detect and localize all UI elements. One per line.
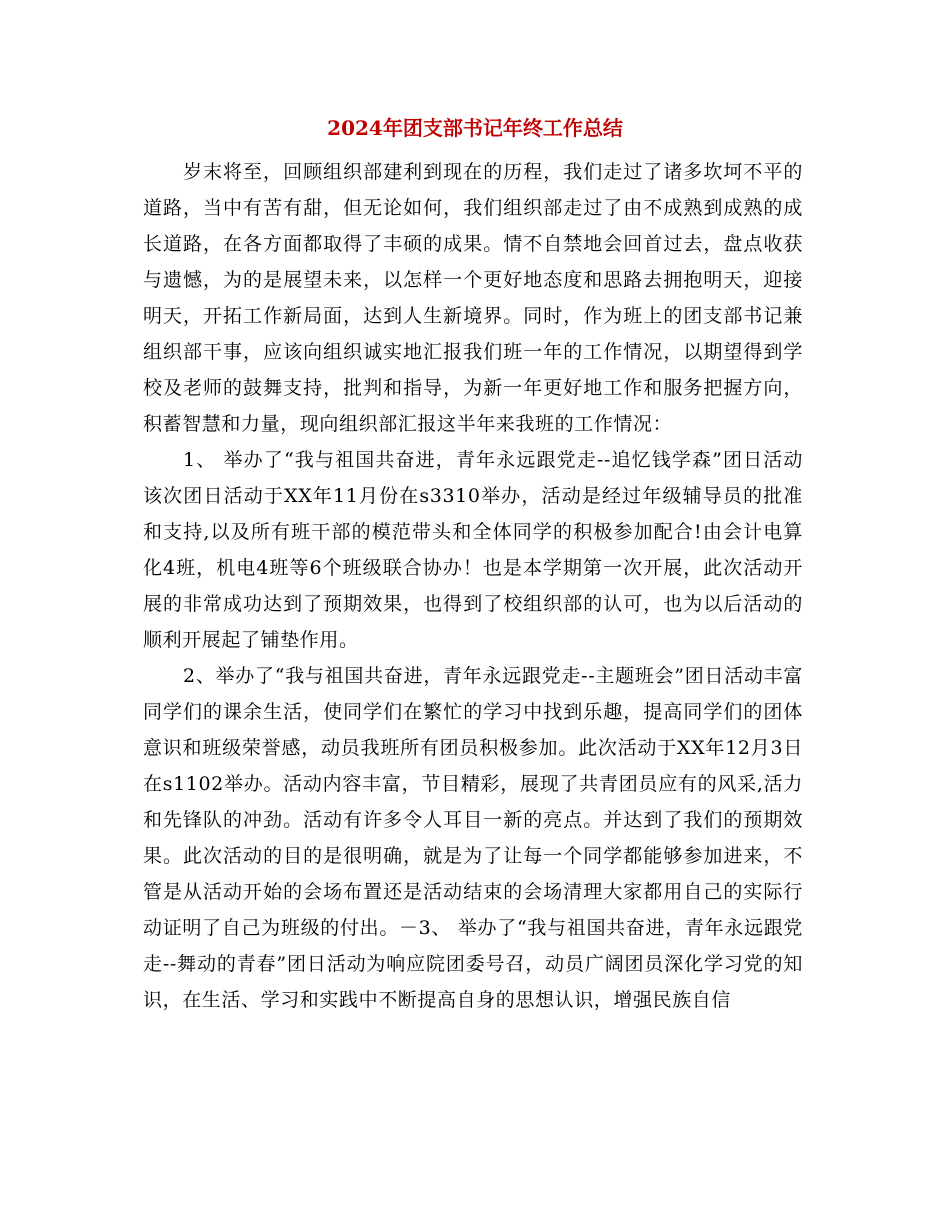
paragraph-intro: 岁末将至，回顾组织部建利到现在的历程，我们走过了诸多坎坷不平的道路，当中有苦有甜，但无论如何，我们组织部走过了由不成熟到成熟的成长道路，在各方面都取得了丰硕的成果。情不自禁地会回首过去，盘点收获与遗憾，为的是展望未来，以怎样一个更好地态度和思路去拥抱明天，迎接明天，开拓工作新局面，达到人生新境界。同时，作为班上的团支部书记兼组织部干事，应该向组织诚实地汇报我们班一年的工作情况，以期望得到学校及老师的鼓舞支持，批判和指导，为新一年更好地工作和服务把握方向，积蓄智慧和力量，现向组织部汇报这半年来我班的工作情况： — [143, 161, 803, 435]
document-title: 2024年团支部书记年终工作总结 — [327, 116, 623, 140]
paragraph-item-2: 2、举办了“我与祖国共奋进，青年永远跟党走--主题班会”团日活动丰富同学们的课余生活，使同学们在繁忙的学习中找到乐趣，提高同学们的团体意识和班级荣誉感，动员我班所有团员积极参加。此次活动于XX年12月3日在s1102举办。活动内容丰富，节目精彩，展现了共青团员应有的风采,活力和先锋队的冲劲。活动有许多令人耳目一新的亮点。并达到了我们的预期效果。此次活动的目的是很明确，就是为了让每一个同学都能够参加进来，不管是从活动开始的会场布置还是活动结束的会场清理大家都用自己的实际行动证明了自己为班级的付出。－3、 举办了“我与祖国共奋进，青年永远跟党走--舞动的青春”团日活动为响应院团委号召，动员广阔团员深化学习党的知识，在生活、学习和实践中不断提高自身的思想认识，增强民族自信 — [143, 665, 803, 1011]
paragraph-item-1: 1、 举办了“我与祖国共奋进，青年永远跟党走--追忆钱学森”团日活动该次团日活动于XX年11月份在s3310举办，活动是经过年级辅导员的批准和支持,以及所有班干部的模范带头和全体同学的积极参加配合!由会计电算化4班，机电4班等6个班级联合协办！也是本学期第一次开展，此次活动开展的非常成功达到了预期效果，也得到了校组织部的认可，也为以后活动的顺利开展起了铺垫作用。 — [143, 449, 803, 651]
document-body — [143, 154, 803, 1018]
